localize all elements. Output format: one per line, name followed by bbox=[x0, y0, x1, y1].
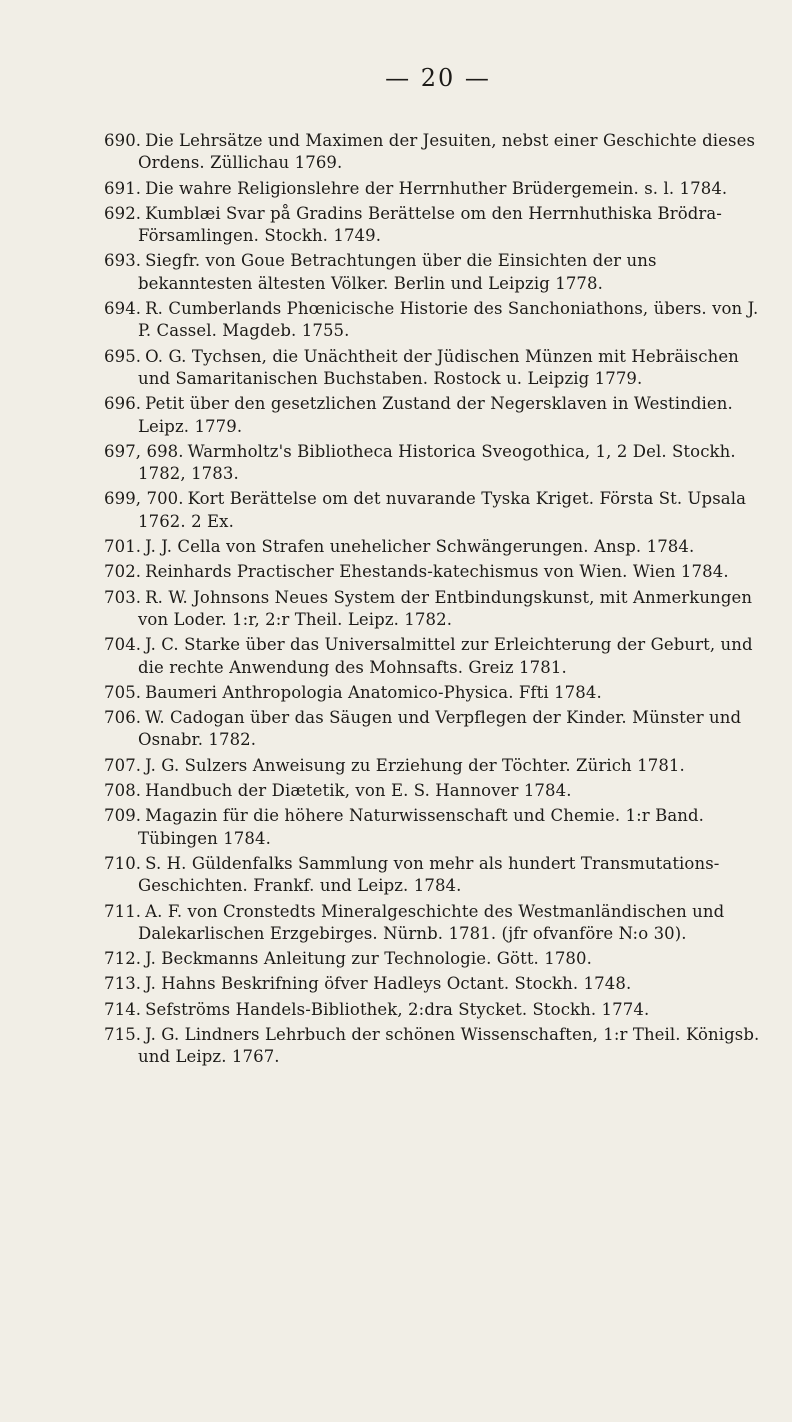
catalog-entry-list bbox=[104, 130, 762, 1069]
catalog-entry bbox=[104, 203, 762, 248]
entry-text: J. G. Lindners Lehrbuch der schönen Wissenschaften, 1:r Theil. Königsb. und Leipz. 1767. bbox=[138, 1024, 760, 1067]
entry-number: 708. bbox=[104, 781, 142, 801]
entry-text: Kort Berättelse om det nuvarande Tyska Kriget. Första St. Upsala 1762. 2 Ex. bbox=[138, 489, 747, 531]
entry-number: 703. bbox=[104, 587, 142, 607]
entry-text: Die wahre Religionslehre der Herrnhuther Brüdergemein. s. l. 1784. bbox=[145, 178, 728, 198]
entry-number: 707. bbox=[104, 755, 142, 775]
entry-text: O. G. Tychsen, die Unächtheit der Jüdischen Münzen mit Hebräischen und Samaritanischen Buchstaben. Rostock u. Leipzig 1779. bbox=[138, 346, 739, 388]
catalog-entry bbox=[104, 393, 762, 438]
entry-text: Petit über den gesetzlichen Zustand der Negersklaven in Westindien. Leipz. 1779. bbox=[138, 394, 733, 436]
entry-text: Baumeri Anthropologia Anatomico-Physica. Ffti 1784. bbox=[145, 682, 602, 702]
entry-number: 714. bbox=[104, 999, 142, 1019]
entry-number: 696. bbox=[104, 394, 142, 414]
entry-text: Handbuch der Diætetik, von E. S. Hannover 1784. bbox=[145, 781, 572, 801]
entry-number: 695. bbox=[104, 346, 142, 366]
entry-number: 706. bbox=[104, 708, 142, 728]
entry-text: J. Hahns Beskrifning öfver Hadleys Octant. Stockh. 1748. bbox=[145, 974, 632, 994]
entry-text: Sefströms Handels-Bibliothek, 2:dra Stycket. Stockh. 1774. bbox=[145, 999, 650, 1019]
catalog-entry bbox=[104, 780, 762, 802]
entry-number: 693. bbox=[104, 251, 142, 271]
catalog-entry bbox=[104, 561, 762, 583]
entry-text: R. W. Johnsons Neues System der Entbindungskunst, mit Anmerkungen von Loder. 1:r, 2:r Theil. Leipz. 1782. bbox=[138, 587, 753, 629]
entry-text: Die Lehrsätze und Maximen der Jesuiten, nebst einer Geschichte dieses Ordens. Züllichau 1769. bbox=[138, 131, 756, 173]
catalog-entry bbox=[104, 682, 762, 704]
catalog-entry bbox=[104, 973, 762, 995]
catalog-entry bbox=[104, 298, 762, 343]
entry-number: 709. bbox=[104, 806, 142, 826]
catalog-entry bbox=[104, 1024, 762, 1069]
entry-text: Siegfr. von Goue Betrachtungen über die Einsichten der uns bekanntesten ältesten Völker. Berlin und Leipzig 1778. bbox=[138, 251, 657, 293]
entry-text: J. C. Starke über das Universalmittel zur Erleichterung der Geburt, und die rechte Anwendung des Mohnsafts. Greiz 1781. bbox=[138, 635, 753, 677]
entry-text: R. Cumberlands Phœnicische Historie des Sanchoniathons, übers. von J. P. Cassel. Magdeb. 1755. bbox=[138, 299, 759, 341]
catalog-entry bbox=[104, 948, 762, 970]
entry-text: J. J. Cella von Strafen unehelicher Schwängerungen. Ansp. 1784. bbox=[145, 537, 695, 557]
catalog-entry bbox=[104, 536, 762, 558]
entry-number: 713. bbox=[104, 974, 142, 994]
entry-number: 702. bbox=[104, 562, 142, 582]
entry-text: J. G. Sulzers Anweisung zu Erziehung der Töchter. Zürich 1781. bbox=[145, 755, 685, 775]
catalog-entry bbox=[104, 707, 762, 752]
page-number: — 20 — bbox=[385, 64, 491, 92]
entry-number: 694. bbox=[104, 299, 142, 319]
catalog-entry bbox=[104, 178, 762, 200]
entry-text: A. F. von Cronstedts Mineralgeschichte des Westmanländischen und Dalekarlischen Erzgebirges. Nürnb. 1781. (jfr ofvanföre N:o 30). bbox=[138, 901, 725, 943]
catalog-entry bbox=[104, 130, 762, 175]
entry-text: S. H. Güldenfalks Sammlung von mehr als hundert Transmutations-Geschichten. Frankf. und Leipz. 1784. bbox=[138, 853, 720, 896]
entry-number: 711. bbox=[104, 901, 142, 921]
catalog-entry bbox=[104, 441, 762, 486]
catalog-entry bbox=[104, 346, 762, 391]
entry-text: J. Beckmanns Anleitung zur Technologie. Gött. 1780. bbox=[145, 949, 592, 969]
catalog-entry bbox=[104, 805, 762, 850]
catalog-entry bbox=[104, 853, 762, 898]
entry-number: 715. bbox=[104, 1024, 142, 1044]
catalog-entry bbox=[104, 999, 762, 1021]
entry-number: 705. bbox=[104, 682, 142, 702]
entry-text: W. Cadogan über das Säugen und Verpflegen der Kinder. Münster und Osnabr. 1782. bbox=[138, 708, 742, 750]
entry-text: Kumblæi Svar på Gradins Berättelse om den Herrnhuthiska Brödra-Församlingen. Stockh. 1749. bbox=[138, 203, 722, 246]
entry-text: Reinhards Practischer Ehestands-katechismus von Wien. Wien 1784. bbox=[145, 562, 729, 582]
entry-number: 692. bbox=[104, 203, 142, 223]
entry-text: Magazin für die höhere Naturwissenschaft und Chemie. 1:r Band. Tübingen 1784. bbox=[138, 806, 705, 848]
catalog-entry bbox=[104, 250, 762, 295]
entry-number: 701. bbox=[104, 537, 142, 557]
catalog-entry bbox=[104, 587, 762, 632]
entry-number: 699, 700. bbox=[104, 489, 184, 509]
entry-number: 697, 698. bbox=[104, 441, 184, 461]
catalog-entry bbox=[104, 488, 762, 533]
entry-text: Warmholtz's Bibliotheca Historica Sveogothica, 1, 2 Del. Stockh. 1782, 1783. bbox=[138, 441, 736, 484]
entry-number: 691. bbox=[104, 178, 142, 198]
catalog-entry bbox=[104, 634, 762, 679]
catalog-entry bbox=[104, 901, 762, 946]
entry-number: 690. bbox=[104, 131, 142, 150]
entry-number: 704. bbox=[104, 635, 142, 655]
entry-number: 712. bbox=[104, 949, 142, 969]
catalog-entry bbox=[104, 755, 762, 777]
entry-number: 710. bbox=[104, 853, 142, 873]
